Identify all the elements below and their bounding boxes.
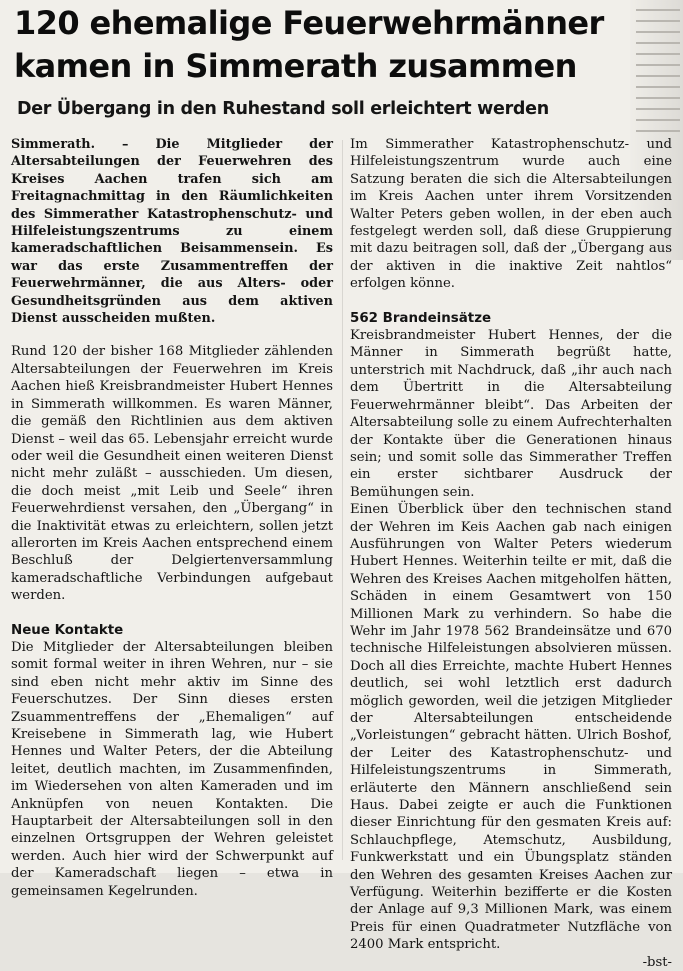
subheadline: Der Übergang in den Ruhestand soll erleichtert werden bbox=[17, 99, 549, 119]
section-heading-brandeinsaetze: 562 Brandeinsätze bbox=[350, 310, 492, 326]
body-paragraph-3: Im Simmerather Katastrophenschutz- und Hilfeleistungszentrum wurde auch eine Satzung beraten die sich die Altersabteilungen im Kreis Aachen unter ihrem Vorsitzenden Walter Peters geben wollen, in der eben auch festgelegt werden soll, daß diese Gruppierung mit dazu beitragen soll, daß der „Übergang aus der aktiven in die inaktive Zeit nahtlos“ erfolgen könne. bbox=[350, 137, 672, 292]
section-heading-neue-kontakte: Neue Kontakte bbox=[11, 622, 124, 638]
article-column-left bbox=[11, 136, 333, 900]
headline-line-1: 120 ehemalige Feuerwehrmänner bbox=[14, 4, 604, 42]
author-signature: -bst- bbox=[642, 954, 672, 970]
body-paragraph-4: Kreisbrandmeister Hubert Hennes, der die Männer in Simmerath begrüßt hatte, unterstrich mit Nachdruck, daß „ihr auch nach dem Übertritt in die Altersabteilung Feuerwehrmänner bleibt“. Das Arbeiten der Altersabteilung solle zu einem Aufrechterhalten der Kontakte über die Generationen hinaus sein; und somit solle das Simmerather Treffen ein erster sichtbarer Ausdruck der Bemühungen sein. bbox=[350, 328, 672, 500]
body-paragraph-2: Die Mitglieder der Altersabteilungen bleiben somit formal weiter in ihren Wehren, nur – sie sind eben nicht mehr aktiv im Sinne des Feuerschutzes. Der Sinn dieses ersten Zsuammentreffens der „Ehemaligen“ auf Kreisebene in Simmerath lag, wie Hubert Hennes und Walter Peters, der die Abteilung leitet, deutlich machten, im Zusammenfinden, im Wiedersehen von alten Kameraden und im Anknüpfen von neuen Kontakten. Die Hauptarbeit der Altersabteilungen soll in den einzelnen Ortsgruppen der Wehren geleistet werden. Auch hier wird der Schwerpunkt auf der Kameradschaft liegen – etwa in gemeinsamen Kegelrunden. bbox=[11, 639, 333, 899]
headline bbox=[14, 2, 654, 88]
headline-line-2: kamen in Simmerath zusammen bbox=[14, 47, 577, 85]
body-paragraph-1: Rund 120 der bisher 168 Mitglieder zählenden Altersabteilungen der Feuerwehren im Kreis Aachen hieß Kreisbrandmeister Hubert Hennes in Simmerath willkommen. Es waren Männer, die gemäß den Richtlinien aus dem aktiven Dienst – weil das 65. Lebensjahr erreicht wurde oder weil die Gesundheit einen weiteren Dienst nicht mehr zuläßt – ausschieden. Um diesen, die doch meist „mit Leib und Seele“ ihren Feuerwehrdienst versahen, den „Übergang“ in die Inaktivität etwas zu erleichtern, sollen jetzt allerorten im Kreis Aachen entsprechend einem Beschluß der Delgiertenversammlung kameradschaftliche Verbindungen aufgebaut werden. bbox=[11, 344, 333, 604]
lead-paragraph: Simmerath. – Die Mitglieder der Altersabteilungen der Feuerwehren des Kreises Aachen trafen sich am Freitagnachmittag in den Räumlichkeiten des Simmerather Katastrophenschutz- und Hilfeleistungszentrums zu einem kameradschaftlichen Beisammensein. Es war das erste Zusammentreffen der Feuerwehrmänner, die aus Alters- oder Gesundheitsgründen aus dem aktiven Dienst ausscheiden mußten. bbox=[11, 137, 333, 327]
article-column-right bbox=[350, 136, 672, 971]
body-paragraph-5: Einen Überblick über den technischen stand der Wehren im Keis Aachen gab nach einigen Ausführungen von Walter Peters wiederum Hubert Hennes. Weiterhin teilte er mit, daß die Wehren des Kreises Aachen mitgeholfen hätten, Schäden in einem Gesamtwert von 150 Millionen Mark zu verhindern. So habe die Wehr im Jahr 1978 562 Brandeinsätze und 670 technische Hilfeleistungen absolvieren müssen. Doch all dies Erreichte, machte Hubert Hennes deutlich, sei wohl letztlich erst dadurch möglich geworden, weil die jetzigen Mitglieder der Altersabteilungen entscheidende „Vorleistungen“ gebracht hätten. Ulrich Boshof, der Leiter des Katastrophenschutz- und Hilfeleistungszentrums in Simmerath, erläuterte den Männern anschließend sein Haus. Dabei zeigte er auch die Funktionen dieser Einrichtung für den gesmaten Kreis auf: Schlauchpflege, Atemschutz, Ausbildung, Funkwerkstatt und ein Übungsplatz ständen den Wehren des gesamten Kreises Aachen zur Verfügung. Weiterhin bezifferte er die Kosten der Anlage auf 9,3 Millionen Mark, was einem Preis für einen Quadratmeter Nutzfläche von 2400 Mark entspricht. bbox=[350, 502, 672, 953]
column-divider bbox=[342, 140, 343, 860]
